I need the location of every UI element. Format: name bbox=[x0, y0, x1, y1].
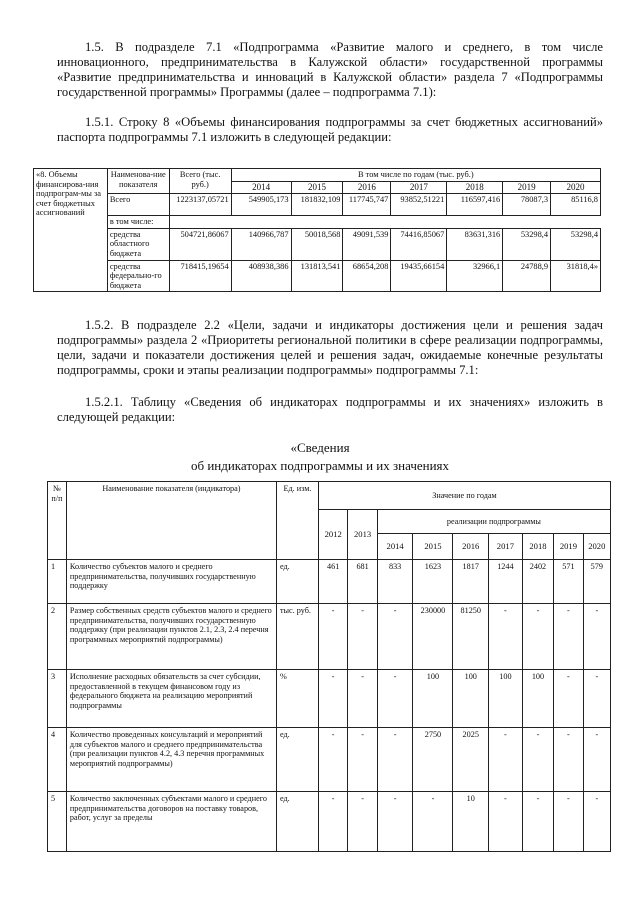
indicator-value: - bbox=[522, 604, 554, 670]
finance-cell: 93852,51221 bbox=[391, 194, 447, 216]
indicators-year: 2018 bbox=[522, 534, 554, 560]
indicator-value: 1817 bbox=[453, 560, 489, 604]
finance-year: 2019 bbox=[503, 181, 551, 194]
finance-cell: 117745,747 bbox=[343, 194, 391, 216]
indicator-value: - bbox=[554, 604, 583, 670]
indicator-value: 1244 bbox=[489, 560, 523, 604]
indicators-col-name: Наименование показателя (индикатора) bbox=[66, 482, 276, 560]
indicators-title-line2: об индикаторах подпрограммы и их значениях bbox=[190, 458, 450, 473]
indicator-value: 1623 bbox=[413, 560, 453, 604]
paragraph-1-5-2-1: 1.5.2.1. Таблицу «Сведения об индикаторах подпрограммы и их значениях» изложить в следующей редакции: bbox=[57, 395, 603, 424]
finance-cell: 140966,787 bbox=[231, 228, 291, 260]
indicator-value: - bbox=[554, 670, 583, 728]
finance-cell: 116597,416 bbox=[447, 194, 503, 216]
finance-total: 718415,19654 bbox=[169, 260, 231, 292]
indicator-value: - bbox=[348, 604, 377, 670]
indicator-value: - bbox=[377, 728, 413, 792]
finance-years-header: В том числе по годам (тыс. руб.) bbox=[231, 169, 600, 182]
indicator-value: 461 bbox=[318, 560, 347, 604]
indicator-value: - bbox=[377, 792, 413, 852]
indicator-no: 3 bbox=[48, 670, 67, 728]
finance-cell: 53298,4 bbox=[503, 228, 551, 260]
indicator-value: 681 bbox=[348, 560, 377, 604]
finance-cell: 31818,4» bbox=[551, 260, 601, 292]
indicator-value: 100 bbox=[489, 670, 523, 728]
finance-row-label: «8. Объемы финансирова-ния подпрограм-мы за счет бюджетных ассигнований bbox=[34, 169, 108, 292]
indicator-value: - bbox=[489, 728, 523, 792]
indicator-value: 2025 bbox=[453, 728, 489, 792]
indicator-value: 81250 bbox=[453, 604, 489, 670]
finance-cell: 50018,568 bbox=[291, 228, 343, 260]
finance-cell: 181832,109 bbox=[291, 194, 343, 216]
indicator-no: 5 bbox=[48, 792, 67, 852]
indicator-value: - bbox=[522, 728, 554, 792]
finance-cell: 85116,8 bbox=[551, 194, 601, 216]
indicator-unit: ед. bbox=[276, 560, 318, 604]
indicator-value: - bbox=[583, 604, 610, 670]
indicator-value: - bbox=[377, 670, 413, 728]
indicators-year: 2015 bbox=[413, 534, 453, 560]
indicator-value: - bbox=[583, 728, 610, 792]
indicators-title-line1: «Сведения bbox=[290, 440, 350, 455]
finance-year: 2014 bbox=[231, 181, 291, 194]
indicator-name: Количество проведенных консультаций и мероприятий для субъектов малого и среднего предпринимательства (при реализации пунктов 4.2, 4.3 перечня программных мероприятий подпрограммы) bbox=[66, 728, 276, 792]
indicators-year: 2020 bbox=[583, 534, 610, 560]
indicators-col-values: Значение по годам bbox=[318, 482, 610, 510]
finance-cell: 549905,173 bbox=[231, 194, 291, 216]
finance-year: 2016 bbox=[343, 181, 391, 194]
indicator-value: 230000 bbox=[413, 604, 453, 670]
indicator-value: - bbox=[348, 670, 377, 728]
finance-cell: 32966,1 bbox=[447, 260, 503, 292]
indicator-value: - bbox=[377, 604, 413, 670]
finance-cell: 78087,3 bbox=[503, 194, 551, 216]
indicator-value: - bbox=[554, 792, 583, 852]
finance-cell: 83631,316 bbox=[447, 228, 503, 260]
finance-year: 2017 bbox=[391, 181, 447, 194]
indicator-value: - bbox=[583, 792, 610, 852]
finance-cell: 408938,386 bbox=[231, 260, 291, 292]
paragraph-1-5-2: 1.5.2. В подразделе 2.2 «Цели, задачи и индикаторы достижения цели и решения задач подпрограммы» раздела 2 «Приоритеты региональной политики в сфере реализации подпрограммы, цели, задачи и показатели достижения целей и решения задач, ожидаемые конечные результаты подпрограммы, сроки и этапы реализации подпрограммы» подпрограммы 7.1: bbox=[57, 318, 603, 377]
indicator-name: Количество заключенных субъектами малого и среднего предпринимательства договоров на поставку товаров, работ, услуг за пределы bbox=[66, 792, 276, 852]
finance-year: 2018 bbox=[447, 181, 503, 194]
finance-cell: 24788,9 bbox=[503, 260, 551, 292]
indicator-no: 2 bbox=[48, 604, 67, 670]
indicator-value: 10 bbox=[453, 792, 489, 852]
indicator-no: 4 bbox=[48, 728, 67, 792]
indicator-no: 1 bbox=[48, 560, 67, 604]
indicators-table bbox=[47, 481, 611, 852]
indicator-value: - bbox=[318, 670, 347, 728]
indicators-col-unit: Ед. изм. bbox=[276, 482, 318, 560]
indicator-unit: тыс. руб. bbox=[276, 604, 318, 670]
indicator-value: - bbox=[318, 728, 347, 792]
indicator-value: - bbox=[348, 792, 377, 852]
indicator-unit: ед. bbox=[276, 792, 318, 852]
finance-cell: 53298,4 bbox=[551, 228, 601, 260]
indicator-value: 2402 bbox=[522, 560, 554, 604]
indicator-value: 100 bbox=[453, 670, 489, 728]
finance-row-name: в том числе: bbox=[107, 216, 169, 229]
indicators-year: 2012 bbox=[318, 510, 347, 560]
indicator-value: - bbox=[583, 670, 610, 728]
indicator-value: - bbox=[318, 792, 347, 852]
indicator-value: - bbox=[554, 728, 583, 792]
indicators-year: 2013 bbox=[348, 510, 377, 560]
finance-year: 2015 bbox=[291, 181, 343, 194]
indicators-year: 2016 bbox=[453, 534, 489, 560]
indicator-value: - bbox=[489, 604, 523, 670]
indicators-col-realization: реализации подпрограммы bbox=[377, 510, 610, 534]
indicator-value: 100 bbox=[522, 670, 554, 728]
finance-total: 1223137,05721 bbox=[169, 194, 231, 216]
indicators-year: 2017 bbox=[489, 534, 523, 560]
indicator-value: 571 bbox=[554, 560, 583, 604]
indicator-value: 833 bbox=[377, 560, 413, 604]
indicators-col-no: № п/п bbox=[48, 482, 67, 560]
indicator-value: 2750 bbox=[413, 728, 453, 792]
finance-table bbox=[33, 168, 601, 292]
finance-col-total: Всего (тыс. руб.) bbox=[169, 169, 231, 194]
indicator-value: - bbox=[318, 604, 347, 670]
paragraph-1-5: 1.5. В подразделе 7.1 «Подпрограмма «Развитие малого и среднего, в том числе инновационного, предпринимательства в Калужской области» государственной программы «Развитие предпринимательства и инноваций в Калужской области» раздела 7 «Подпрограммы государственной программы» Программы (далее – подпрограмма 7.1): bbox=[57, 40, 603, 99]
finance-col-name: Наименова-ние показателя bbox=[107, 169, 169, 194]
indicator-value: - bbox=[413, 792, 453, 852]
indicator-value: - bbox=[489, 792, 523, 852]
finance-cell: 68654,208 bbox=[343, 260, 391, 292]
finance-total: 504721,86067 bbox=[169, 228, 231, 260]
indicator-unit: % bbox=[276, 670, 318, 728]
indicator-name: Количество субъектов малого и среднего предпринимательства, получивших государственную поддержку bbox=[66, 560, 276, 604]
indicator-value: 579 bbox=[583, 560, 610, 604]
finance-cell: 49091,539 bbox=[343, 228, 391, 260]
finance-row-name: средства федерально-го бюджета bbox=[107, 260, 169, 292]
finance-year: 2020 bbox=[551, 181, 601, 194]
paragraph-1-5-1: 1.5.1. Строку 8 «Объемы финансирования подпрограммы за счет бюджетных ассигнований» паспорта подпрограммы 7.1 изложить в следующей редакции: bbox=[57, 115, 603, 144]
indicator-unit: ед. bbox=[276, 728, 318, 792]
indicator-name: Размер собственных средств субъектов малого и среднего предпринимательства, получивших государственную поддержку (при реализации пунктов 2.1, 2.3, 2.4 перечня программных мероприятий подпрограммы) bbox=[66, 604, 276, 670]
indicator-value: 100 bbox=[413, 670, 453, 728]
finance-cell: 74416,85067 bbox=[391, 228, 447, 260]
finance-row-name: Всего bbox=[107, 194, 169, 216]
indicator-value: - bbox=[348, 728, 377, 792]
finance-cell: 131813,541 bbox=[291, 260, 343, 292]
indicator-value: - bbox=[522, 792, 554, 852]
finance-cell: 19435,66154 bbox=[391, 260, 447, 292]
finance-row-name: средства областного бюджета bbox=[107, 228, 169, 260]
indicator-name: Исполнение расходных обязательств за счет субсидии, предоставленной в текущем финансовом году из федерального бюджета на реализацию мероприятий подпрограммы bbox=[66, 670, 276, 728]
indicators-year: 2019 bbox=[554, 534, 583, 560]
indicators-year: 2014 bbox=[377, 534, 413, 560]
